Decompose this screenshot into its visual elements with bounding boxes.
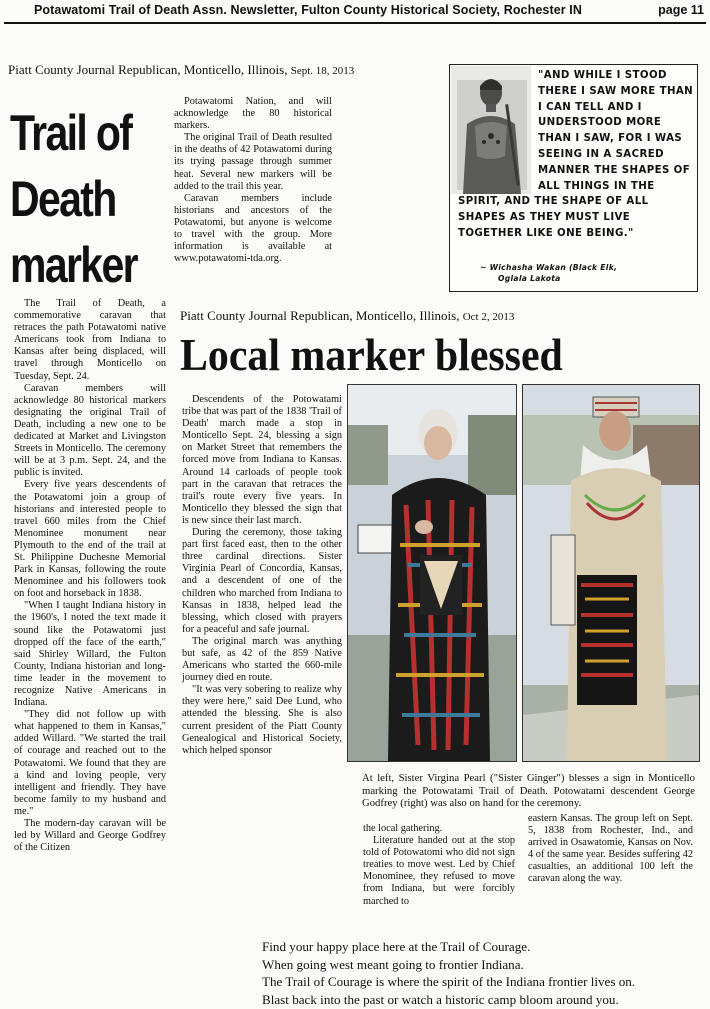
trail-of-death-headline xyxy=(10,100,137,298)
photo-caption: At left, Sister Virgina Pearl ("Sister Ginger") blesses a sign in Monticello marking the Potowatami Trail of Death. Potowatami descendent George Godfrey (right) was also on hand for the ceremony. xyxy=(362,772,695,810)
article2-column-1 xyxy=(182,394,342,757)
ad-line: The Trail of Courage is where the spirit of the Indiana frontier lives on. xyxy=(262,974,636,990)
quote-text-block xyxy=(458,68,694,242)
article-paragraph: The original march was anything but safe, as 42 of the 859 Native Americans who started the 660-mile journey died en route. xyxy=(182,635,342,684)
quote-attribution xyxy=(480,262,617,284)
article-paragraph: Descendents of the Potowatami tribe that was part of the 1838 'Trail of Death' march made a stop in Monticello Sept. 24, blessing a sign on Market Street that remembers the forced move from Indiana to Kansas. Around 14 carloads of people took part in the caravan that retraces the trail's route every five years. In Monticello they blessed the sign that is new since their last march. xyxy=(182,394,342,526)
sister-virginia-pearl-photo xyxy=(347,384,517,762)
article-paragraph: The original Trail of Death resulted in the deaths of 42 Potawatomi during its trying passage through summer heat. Several new markers will be added to the trail this year. xyxy=(174,132,332,192)
ad-line: Find your happy place here at the Trail of Courage. xyxy=(262,939,531,954)
quote-attribution-line: ~ Wichasha Wakan (Black Elk, xyxy=(480,263,618,272)
article-paragraph: Potawatomi Nation, and will acknowledge the 80 historical markers. xyxy=(174,96,332,132)
ad-line: When going west meant going to frontier Indiana. xyxy=(262,956,524,972)
trail-of-courage-ad xyxy=(262,938,702,1008)
article2-date: Oct 2, 2013 xyxy=(462,311,515,323)
article-paragraph: Every five years descendents of the Potawatomi join a group of historians and interested people to travel 660 miles from the Chief Menominee monument near Plymouth to the end of the trail at St. Philippine Duchesne Memorial Park in Kansas, following the route Menominee and his followers took on foot and horseback in 1838. xyxy=(14,479,166,600)
quote-text: "AND WHILE I STOOD THERE I SAW MORE THAN I CAN TELL AND I UNDERSTOOD MORE THAN I SAW, FOR I WAS SEEING IN A SACRED MANNER THE SHAPES OF ALL THINGS IN THE SPIRIT, AND THE SHAPE OF ALL SHAPES AS THEY MUST LIVE TOGETHER LIKE ONE BEING." xyxy=(458,70,694,239)
article-paragraph: "They did not follow up with what happened to them in Kansas," added Willard. "We started the trail of courage and reached out to the Potawatomi. We found that they are a kind and loving people, very intelligent and friendly. They have become family to my husband and me." xyxy=(14,709,166,817)
article1-source-line xyxy=(8,62,354,78)
article-paragraph: Caravan members will acknowledge 80 historical markers designating the original Trail of Death, including a new one to be dedicated at Market and Livingston Streets in Monticello. The ceremony will be at 3 p.m. Sept. 24, and the public is invited. xyxy=(14,382,166,479)
headline-line: marker xyxy=(10,237,137,293)
newsletter-title: Potawatomi Trail of Death Assn. Newsletter, Fulton County Historical Society, Rochester IN xyxy=(34,3,582,17)
article-paragraph: The Trail of Death, a commemorative caravan that retraces the path Potawatomi native Americans took from Indiana to Kansas after being displaced, will travel through Monticello on Tuesday, Sept. 24. xyxy=(14,298,166,382)
article-paragraph: the local gathering. xyxy=(363,823,443,834)
article1-column-2 xyxy=(174,96,332,265)
ad-line: Blast back into the past or watch a historic camp bloom around you. xyxy=(262,991,619,1007)
headline-line: Death xyxy=(10,171,116,227)
article-paragraph: Literature handed out at the stop told of Potowatomi who did not sign treaties to move west. Led by Chief Monominee, they refused to move from Indiana, but were forcibly marched to xyxy=(363,835,515,907)
newsletter-header xyxy=(4,0,706,24)
headline-line: Trail of xyxy=(10,105,132,161)
article-paragraph: The modern-day caravan will be led by Willard and George Godfrey of the Citizen xyxy=(14,818,166,854)
article-paragraph: "It was very sobering to realize why they were here," said Dee Lund, who attended the blessing. She is also current president of the Piatt County Genealogical and Historical Society, which helped sponsor xyxy=(182,684,342,756)
page-number: page 11 xyxy=(658,3,704,17)
article1-column-1 xyxy=(14,298,166,854)
article-paragraph: During the ceremony, those taking part first faced east, then to the other three cardinal directions. Sister Virginia Pearl of Concordia, Kansas, and a descendent of one of the children who marched from Indiana to Kansas in 1838, helped lead the blessing, which closed with prayers for a peaceful and safe journal. xyxy=(182,527,342,635)
article2-source-line xyxy=(180,308,514,324)
article1-source: Piatt County Journal Republican, Monticello, Illinois, xyxy=(8,62,288,77)
local-marker-blessed-headline: Local marker blessed xyxy=(180,330,563,380)
article1-date: Sept. 18, 2013 xyxy=(290,65,355,77)
article-paragraph: "When I taught Indiana history in the 1960's, I noted the text made it sound like the Potawatomi just dropped off the face of the earth," said Shirley Willard, the Fulton County, Indiana historian and long-time leader in the movement to recognize Native Americans in Indiana. xyxy=(14,600,166,709)
quote-attribution-line: Oglala Lakota xyxy=(498,274,561,283)
black-elk-quote-box xyxy=(449,64,698,292)
article2-source: Piatt County Journal Republican, Monticello, Illinois, xyxy=(180,308,460,323)
article2-column-2 xyxy=(363,823,515,908)
article-paragraph: eastern Kansas. The group left on Sept. 5, 1838 from Rochester, Ind., and arrived in Osawatomie, Kansas on Nov. 4 of the same year. Besides suffering 42 casualties, an additional 100 left the caravan along the way. xyxy=(528,813,693,885)
article-paragraph: Caravan members include historians and ancestors of the Potawatomi, but anyone is welcome to travel with the group. More information is available at www.potawatomi-tda.org. xyxy=(174,192,332,265)
article2-column-3 xyxy=(528,813,693,886)
george-godfrey-photo xyxy=(522,384,700,762)
